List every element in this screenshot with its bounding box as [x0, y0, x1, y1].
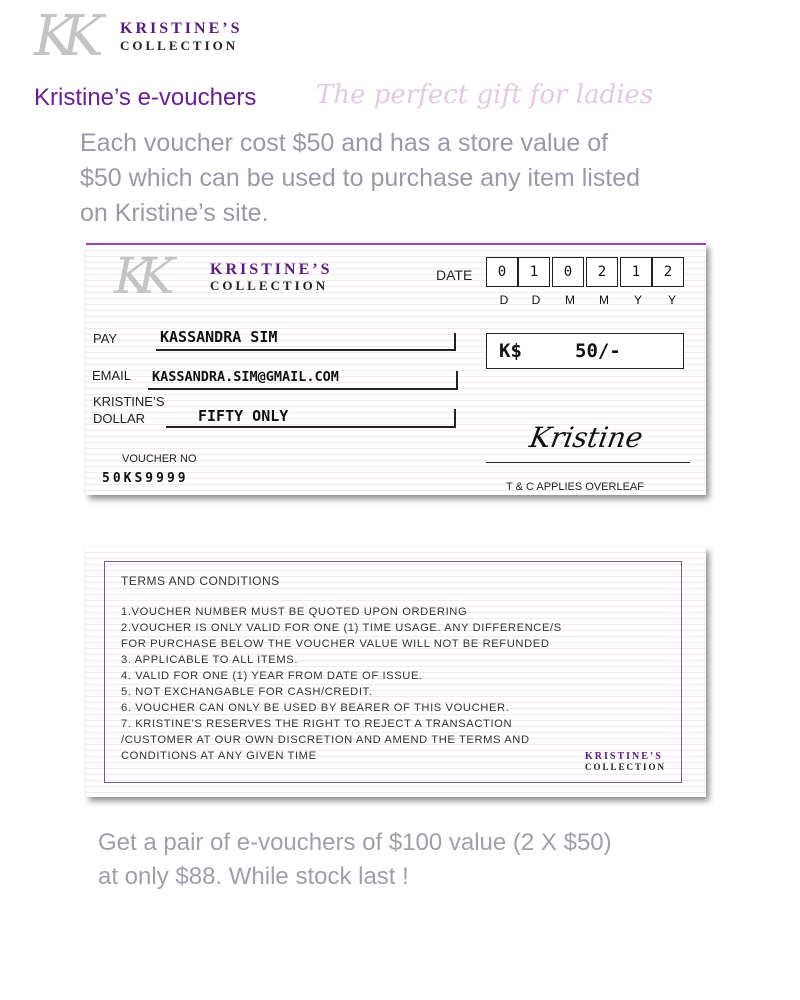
terms-item: CONDITIONS AT ANY GIVEN TIME — [121, 750, 317, 762]
offer-line: Get a pair of e-vouchers of $100 value (2 X $50) — [98, 829, 612, 856]
date-label: DATE — [436, 267, 473, 283]
logo-brand-sub: COLLECTION — [120, 38, 239, 53]
email-underline — [148, 388, 458, 390]
offer-text — [98, 826, 778, 894]
terms-item: 4. VALID FOR ONE (1) YEAR FROM DATE OF ISSUE. — [121, 670, 423, 682]
pay-underline — [156, 349, 456, 351]
amount-box — [486, 333, 684, 369]
voucher-no-label: VOUCHER NO — [122, 453, 197, 465]
header-logo — [26, 4, 286, 69]
dollar-underline — [166, 426, 456, 428]
date-digit-box: 2 — [652, 257, 684, 287]
signature: Kristine — [527, 421, 646, 454]
date-digit-box: 1 — [518, 257, 550, 287]
voucher-logo-monogram-icon: KK — [114, 247, 161, 305]
dollar-label: KRISTINE’S DOLLAR — [93, 394, 165, 426]
terms-item: FOR PURCHASE BELOW THE VOUCHER VALUE WILL NOT BE REFUNDED — [121, 638, 550, 650]
terms-list — [121, 604, 562, 764]
pay-value: KASSANDRA SIM — [160, 328, 278, 346]
terms-item: 2.VOUCHER IS ONLY VALID FOR ONE (1) TIME USAGE. ANY DIFFERENCE/S — [121, 622, 562, 634]
logo-brand-name: KRISTINE’S — [120, 20, 243, 37]
voucher-no-value: 50KS9999 — [102, 471, 189, 486]
email-label: EMAIL — [92, 368, 132, 383]
voucher-brand-name: KRISTINE’S — [210, 261, 333, 278]
terms-title: TERMS AND CONDITIONS — [121, 574, 280, 588]
terms-item: 3. APPLICABLE TO ALL ITEMS. — [121, 654, 299, 666]
intro-line: $50 which can be used to purchase any item listed — [80, 164, 641, 192]
intro-line: Each voucher cost $50 and has a store value of — [80, 129, 609, 157]
tc-note: T & C APPLIES OVERLEAF — [506, 481, 644, 493]
date-digit-box: 0 — [486, 257, 518, 287]
pay-label: PAY — [93, 331, 118, 346]
date-digit-box: 0 — [552, 257, 584, 287]
date-digit-box: 1 — [620, 257, 652, 287]
date-digit-box: 2 — [586, 257, 618, 287]
terms-item: 1.VOUCHER NUMBER MUST BE QUOTED UPON ORDERING — [121, 606, 468, 618]
email-underline-tick — [456, 371, 458, 390]
email-value: KASSANDRA.SIM@GMAIL.COM — [152, 369, 339, 385]
amount-currency: K$ — [499, 340, 522, 362]
date-caption: Y — [667, 293, 676, 307]
terms-item: 7. KRISTINE'S RESERVES THE RIGHT TO REJECT A TRANSACTION — [121, 718, 513, 730]
terms-item: 6. VOUCHER CAN ONLY BE USED BY BEARER OF THIS VOUCHER. — [121, 702, 510, 714]
terms-brand-name: KRISTINE’S — [585, 751, 663, 762]
intro-line: on Kristine’s site. — [80, 199, 269, 227]
page-headline: Kristine’s e-vouchers — [34, 84, 257, 111]
voucher-card — [86, 243, 706, 495]
terms-item: 5. NOT EXCHANGABLE FOR CASH/CREDIT. — [121, 686, 373, 698]
offer-line: at only $88. While stock last ! — [98, 863, 409, 890]
page-tagline: The perfect gift for ladies — [316, 80, 654, 110]
date-caption: M — [565, 293, 575, 307]
date-caption: D — [531, 293, 541, 307]
intro-text — [80, 126, 780, 231]
date-caption: M — [599, 293, 609, 307]
terms-brand-sub: COLLECTION — [585, 762, 667, 772]
voucher-brand-sub: COLLECTION — [210, 278, 329, 293]
signature-line — [486, 462, 690, 463]
date-caption: D — [499, 293, 509, 307]
terms-item: /CUSTOMER AT OUR OWN DISCRETION AND AMEND THE TERMS AND — [121, 734, 530, 746]
date-caption: Y — [633, 293, 642, 307]
logo-monogram-icon: KK — [34, 4, 90, 69]
terms-card — [86, 547, 706, 797]
terms-frame — [104, 561, 682, 783]
dollar-underline-tick — [454, 409, 456, 428]
pay-underline-tick — [454, 333, 456, 351]
dollar-value: FIFTY ONLY — [198, 407, 289, 425]
amount-value: 50/- — [575, 340, 621, 362]
